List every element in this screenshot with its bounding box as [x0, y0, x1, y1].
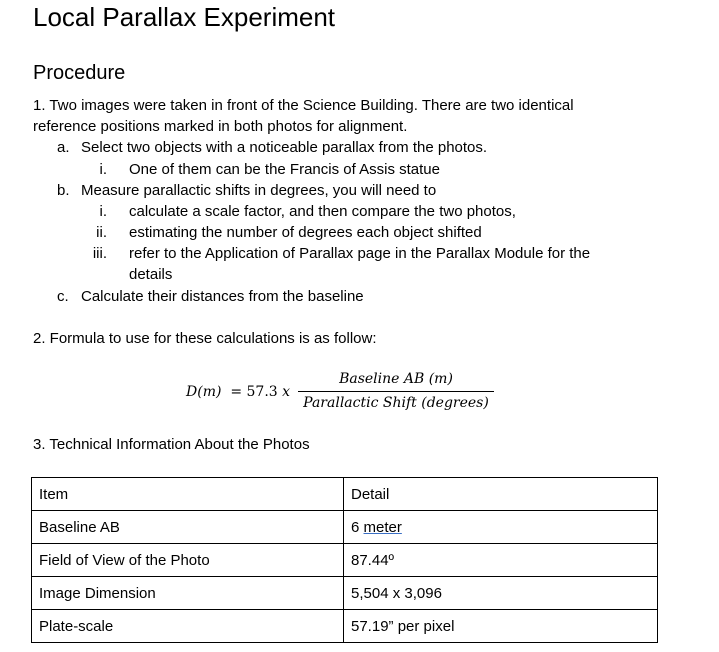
table-header-item: Item	[32, 478, 344, 511]
sub-step-a-i-marker: i.	[99, 161, 107, 178]
table-cell-item: Baseline AB	[32, 511, 344, 544]
sub-step-a-marker: a.	[57, 139, 70, 156]
table-row	[32, 511, 658, 544]
step-2-text: 2. Formula to use for these calculations is as follow:	[33, 330, 377, 347]
formula-lhs-unit: (m)	[197, 384, 222, 400]
formula-lhs-variable: D	[186, 384, 198, 400]
sub-step-b-ii-marker: ii.	[96, 224, 107, 241]
formula-constant: = 57.3	[230, 384, 278, 400]
sub-step-c-text: Calculate their distances from the baseline	[81, 288, 364, 305]
sub-step-b-text: Measure parallactic shifts in degrees, you will need to	[81, 182, 437, 199]
sub-step-a-i-text: One of them can be the Francis of Assis statue	[129, 161, 440, 178]
procedure-heading: Procedure	[33, 62, 126, 84]
sub-step-b-marker: b.	[57, 182, 70, 199]
baseline-unit: meter	[363, 518, 402, 536]
table-cell-item: Field of View of the Photo	[32, 544, 344, 577]
sub-step-a-text: Select two objects with a noticeable parallax from the photos.	[81, 139, 488, 156]
step-1-line-2: reference positions marked in both photos for alignment.	[33, 118, 408, 135]
distance-formula	[0, 362, 719, 422]
formula-times: x	[282, 384, 291, 400]
table-cell-item: Plate-scale	[32, 610, 344, 643]
sub-step-b-ii-text: estimating the number of degrees each object shifted	[129, 224, 482, 241]
table-row	[32, 610, 658, 643]
formula-lhs	[186, 382, 290, 402]
sub-step-b-i-text: calculate a scale factor, and then compare the two photos,	[129, 203, 516, 220]
table-cell-detail: 57.19” per pixel	[344, 610, 658, 643]
document-title: Local Parallax Experiment	[33, 2, 336, 32]
step-3-text: 3. Technical Information About the Photos	[33, 436, 310, 453]
table-cell-detail: 87.44º	[344, 544, 658, 577]
table-cell-detail	[344, 511, 658, 544]
baseline-value: 6	[351, 518, 360, 536]
table-cell-detail: 5,504 x 3,096	[344, 577, 658, 610]
step-1-line-1: 1. Two images were taken in front of the Science Building. There are two identical	[33, 97, 574, 114]
table-row	[32, 544, 658, 577]
table-cell-item: Image Dimension	[32, 577, 344, 610]
sub-step-b-iii-line-1: refer to the Application of Parallax page in the Parallax Module for the	[129, 245, 591, 262]
formula-denominator: Parallactic Shift (degrees)	[303, 395, 489, 411]
sub-step-b-iii-marker: iii.	[92, 245, 107, 262]
table-header-row	[32, 478, 658, 511]
table-row	[32, 577, 658, 610]
formula-fraction-bar	[298, 391, 494, 392]
sub-step-b-iii-line-2: details	[129, 266, 173, 283]
formula-numerator: Baseline AB (m)	[339, 371, 453, 387]
table-header-detail: Detail	[344, 478, 658, 511]
sub-step-c-marker: c.	[57, 288, 69, 305]
technical-info-table	[31, 477, 658, 643]
sub-step-b-i-marker: i.	[99, 203, 107, 220]
